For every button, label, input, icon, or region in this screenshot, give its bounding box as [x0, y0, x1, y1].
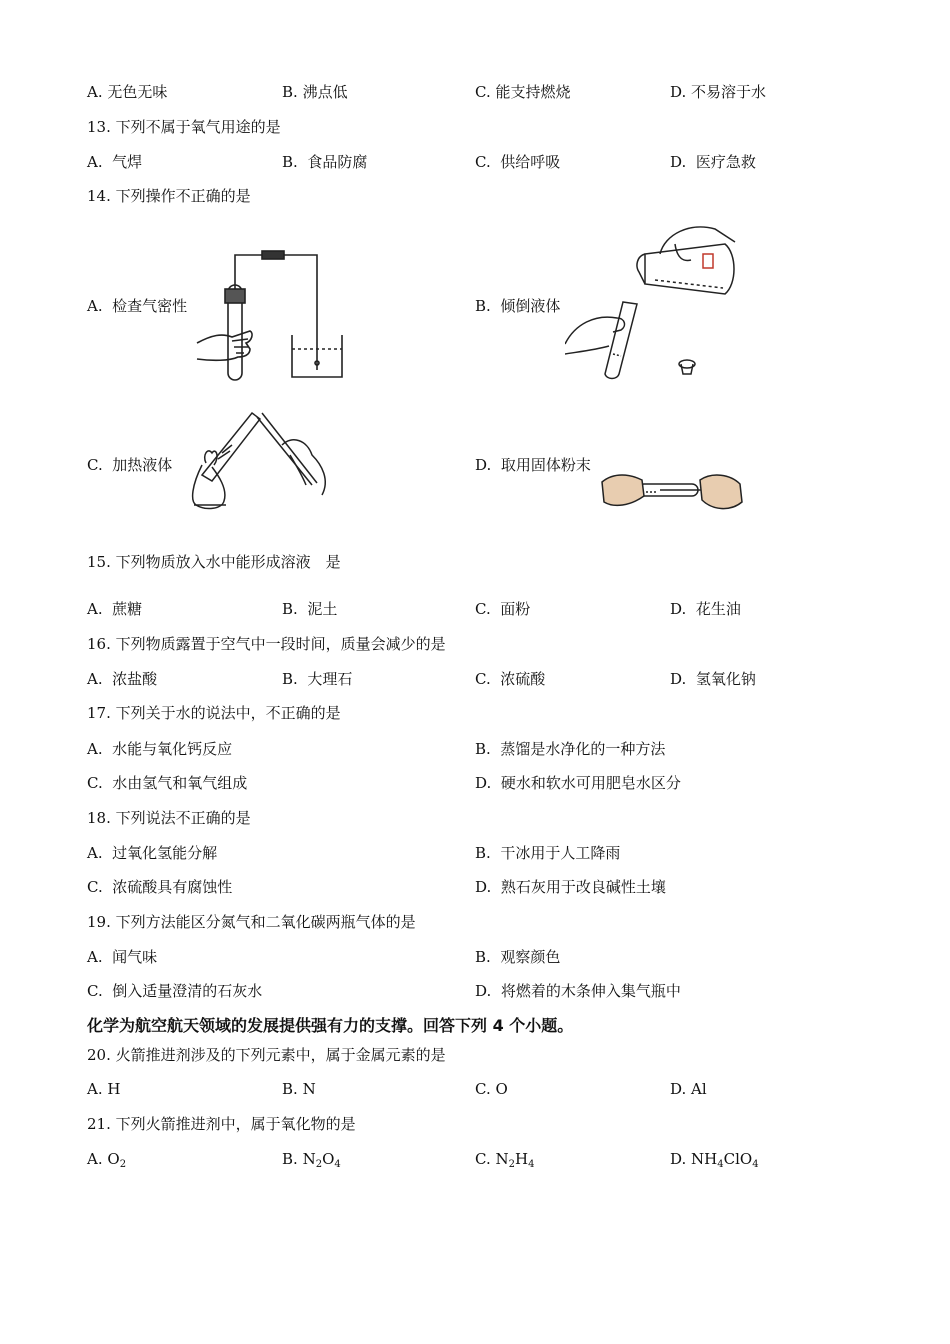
q12-option-a: A. 无色无味 [87, 83, 168, 101]
q20-option-a: A. H [87, 1080, 121, 1098]
q18-option-c: C. 浓硫酸具有腐蚀性 [87, 878, 233, 896]
q20-option-d: D. Al [670, 1080, 707, 1098]
q21-option-c: C. $N_2H_4$ [475, 1150, 535, 1170]
q13-option-d: D. 医疗急救 [670, 153, 756, 171]
q15-option-c: C. 面粉 [475, 600, 531, 618]
q17-option-a: A. 水能与氧化钙反应 [87, 740, 233, 758]
q19-stem: 19. 下列方法能区分氮气和二氧化碳两瓶气体的是 [87, 913, 416, 931]
q14-stem: 14. 下列操作不正确的是 [87, 187, 251, 205]
section-heading: 化学为航空航天领域的发展提供强有力的支撑。回答下列 4 个小题。 [87, 1016, 574, 1035]
q13-stem: 13. 下列不属于氧气用途的是 [87, 118, 281, 136]
q18-option-a: A. 过氧化氢能分解 [87, 844, 218, 862]
q14-option-c: C. 加热液体 [87, 456, 173, 474]
adding-powder-icon [600, 462, 745, 522]
q17-option-c: C. 水由氢气和氧气组成 [87, 774, 248, 792]
q15-option-a: A. 蔗糖 [87, 600, 143, 618]
q16-stem: 16. 下列物质露置于空气中一段时间，质量会减少的是 [87, 635, 446, 653]
q13-option-c: C. 供给呼吸 [475, 153, 561, 171]
q19-option-a: A. 闻气味 [87, 948, 158, 966]
q14-option-d: D. 取用固体粉末 [475, 456, 591, 474]
q17-option-d: D. 硬水和软水可用肥皂水区分 [475, 774, 681, 792]
q21-option-d: D. $NH_4ClO_4$ [670, 1150, 759, 1170]
q16-option-d: D. 氢氧化钠 [670, 670, 756, 688]
airtightness-check-icon [192, 245, 352, 385]
q12-option-b: B. 沸点低 [282, 83, 348, 101]
q17-stem: 17. 下列关于水的说法中，不正确的是 [87, 704, 341, 722]
q14-option-b: B. 倾倒液体 [475, 297, 561, 315]
q20-stem: 20. 火箭推进剂涉及的下列元素中，属于金属元素的是 [87, 1046, 446, 1064]
q18-option-d: D. 熟石灰用于改良碱性土壤 [475, 878, 666, 896]
q13-option-a: A. 气焊 [87, 153, 143, 171]
q21-option-b: B. $N_2O_4$ [282, 1150, 341, 1170]
q12-option-c: C. 能支持燃烧 [475, 83, 571, 101]
q16-option-c: C. 浓硫酸 [475, 670, 546, 688]
q15-stem: 15. 下列物质放入水中能形成溶液 是 [87, 553, 341, 571]
q21-stem: 21. 下列火箭推进剂中，属于氧化物的是 [87, 1115, 356, 1133]
q18-option-b: B. 干冰用于人工降雨 [475, 844, 621, 862]
heating-liquid-icon [172, 405, 332, 515]
q13-option-b: B. 食品防腐 [282, 153, 368, 171]
pouring-liquid-icon [565, 214, 745, 384]
q16-option-b: B. 大理石 [282, 670, 353, 688]
q19-option-b: B. 观察颜色 [475, 948, 561, 966]
q20-option-c: C. O [475, 1080, 508, 1098]
q16-option-a: A. 浓盐酸 [87, 670, 158, 688]
q18-stem: 18. 下列说法不正确的是 [87, 809, 251, 827]
q15-option-d: D. 花生油 [670, 600, 741, 618]
q19-option-c: C. 倒入适量澄清的石灰水 [87, 982, 263, 1000]
q15-option-b: B. 泥土 [282, 600, 338, 618]
q21-option-a: A. $O_2$ [87, 1150, 127, 1170]
q17-option-b: B. 蒸馏是水净化的一种方法 [475, 740, 666, 758]
q20-option-b: B. N [282, 1080, 316, 1098]
q14-option-a: A. 检查气密性 [87, 297, 188, 315]
q12-option-d: D. 不易溶于水 [670, 83, 767, 101]
q19-option-d: D. 将燃着的木条伸入集气瓶中 [475, 982, 681, 1000]
